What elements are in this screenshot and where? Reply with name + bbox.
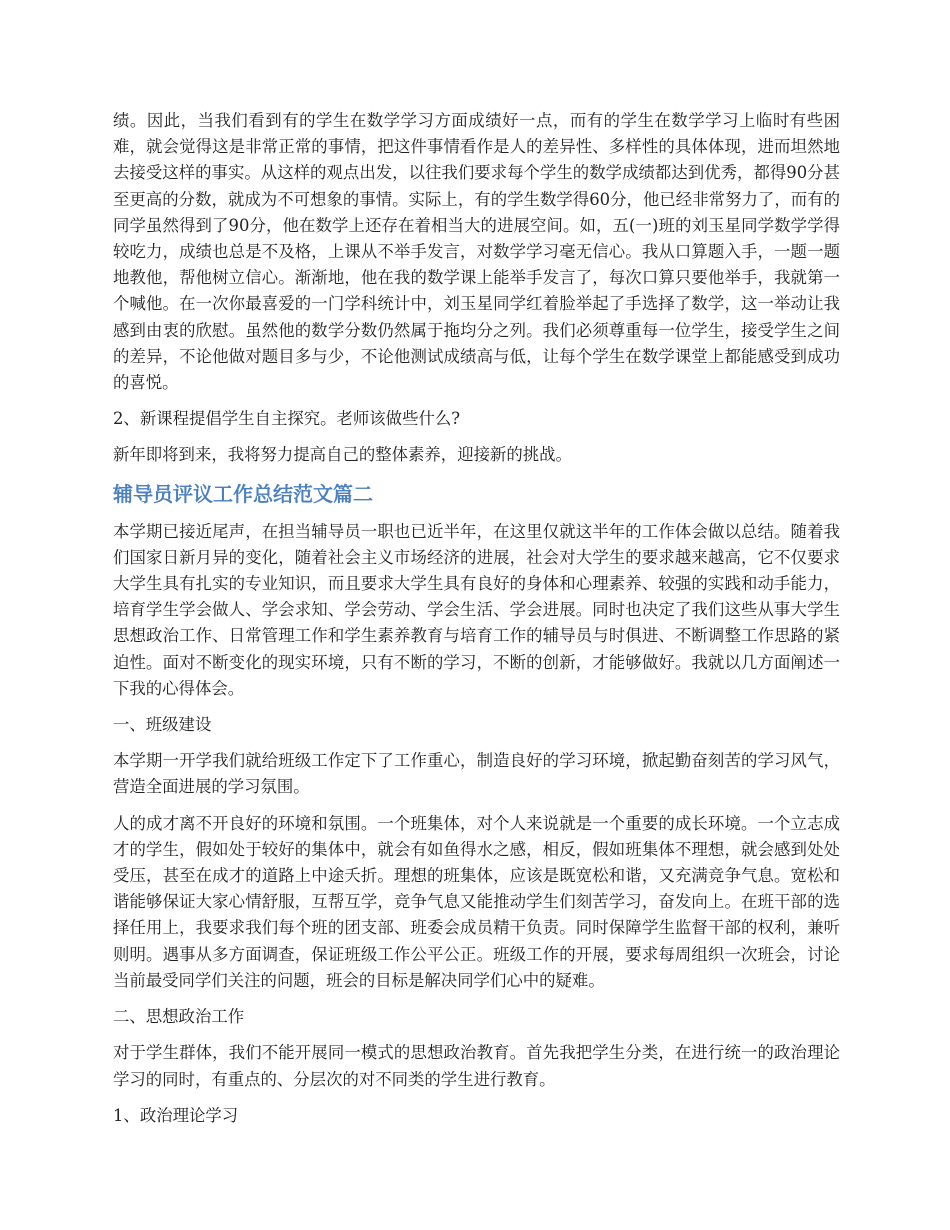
paragraph-new-year: 新年即将到来，我将努力提高自己的整体素养，迎接新的挑战。 xyxy=(113,445,572,465)
document-page xyxy=(113,108,840,1139)
section-heading: 辅导员评议工作总结范文篇二 xyxy=(113,481,373,506)
subheading-ideology: 二、思想政治工作 xyxy=(113,1007,245,1027)
subheading-theory-study: 1、政治理论学习 xyxy=(113,1105,239,1125)
paragraph-ideology: 对于学生群体，我们不能开展同一模式的思想政治教育。首先我把学生分类，在进行统一的政治理论学习的同时，有重点的、分层次的对不同类的学生进行教育。 xyxy=(113,1043,840,1089)
paragraph-question: 2、新课程提倡学生自主探究。老师该做些什么? xyxy=(113,409,461,429)
paragraph-intro: 本学期已接近尾声，在担当辅导员一职也已近半年，在这里仅就这半年的工作体会做以总结。随着我们国家日新月异的变化，随着社会主义市场经济的进展，社会对大学生的要求越来越高，它不仅要求大学生具有扎实的专业知识，而且要求大学生具有良好的身体和心理素养、较强的实践和动手能力，培育学生学会做人、学会求知、学会劳动、学会生活、学会进展。同时也决定了我们这些从事大学生思想政治工作、日常管理工作和学生素养教育与培育工作的辅导员与时俱进、不断调整工作思路的紧迫性。面对不断变化的现实环境，只有不断的学习，不断的创新，才能够做好。我就以几方面阐述一下我的心得体会。 xyxy=(113,521,840,698)
paragraph-environment: 人的成才离不开良好的环境和氛围。一个班集体，对个人来说就是一个重要的成长环境。一个立志成才的学生，假如处于较好的集体中，就会有如鱼得水之感，相反，假如班集体不理想，就会感到处处受压，甚至在成才的道路上中途夭折。理想的班集体，应该是既宽松和谐，又充满竞争气息。宽松和谐能够保证大家心情舒服，互帮互学，竞争气息又能推动学生们刻苦学习，奋发向上。在班干部的选择任用上，我要求我们每个班的团支部、班委会成员精干负责。同时保障学生监督干部的权利，兼听则明。遇事从多方面调查，保证班级工作公平公正。班级工作的开展，要求每周组织一次班会，讨论当前最受同学们关注的问题，班会的目标是解决同学们心中的疑难。 xyxy=(113,813,840,990)
subheading-class-building: 一、班级建设 xyxy=(113,715,212,735)
paragraph-class-goal: 本学期一开学我们就给班级工作定下了工作重心，制造良好的学习环境，掀起勤奋刻苦的学习风气，营造全面进展的学习氛围。 xyxy=(113,751,840,797)
paragraph-1: 绩。因此，当我们看到有的学生在数学学习方面成绩好一点，而有的学生在数学学习上临时有些困难，就会觉得这是非常正常的事情，把这件事情看作是人的差异性、多样性的具体体现，进而坦然地去接受这样的事实。从这样的观点出发，以往我们要求每个学生的数学成绩都达到优秀，都得90分甚至更高的分数，就成为不可想象的事情。实际上，有的学生数学得60分，他已经非常努力了，而有的同学虽然得到了90分，他在数学上还存在着相当大的进展空间。如，五(一)班的刘玉星同学数学学得较吃力，成绩也总是不及格，上课从不举手发言，对数学学习毫无信心。我从口算题入手，一题一题地教他，帮他树立信心。渐渐地，他在我的数学课上能举手发言了，每次口算只要他举手，我就第一个喊他。在一次你最喜爱的一门学科统计中，刘玉星同学红着脸举起了手选择了数学，这一举动让我感到由衷的欣慰。虽然他的数学分数仍然属于拖均分之列。我们必须尊重每一位学生，接受学生之间的差异，不论他做对题目多与少，不论他测试成绩高与低，让每个学生在数学课堂上都能感受到成功的喜悦。 xyxy=(113,111,840,393)
